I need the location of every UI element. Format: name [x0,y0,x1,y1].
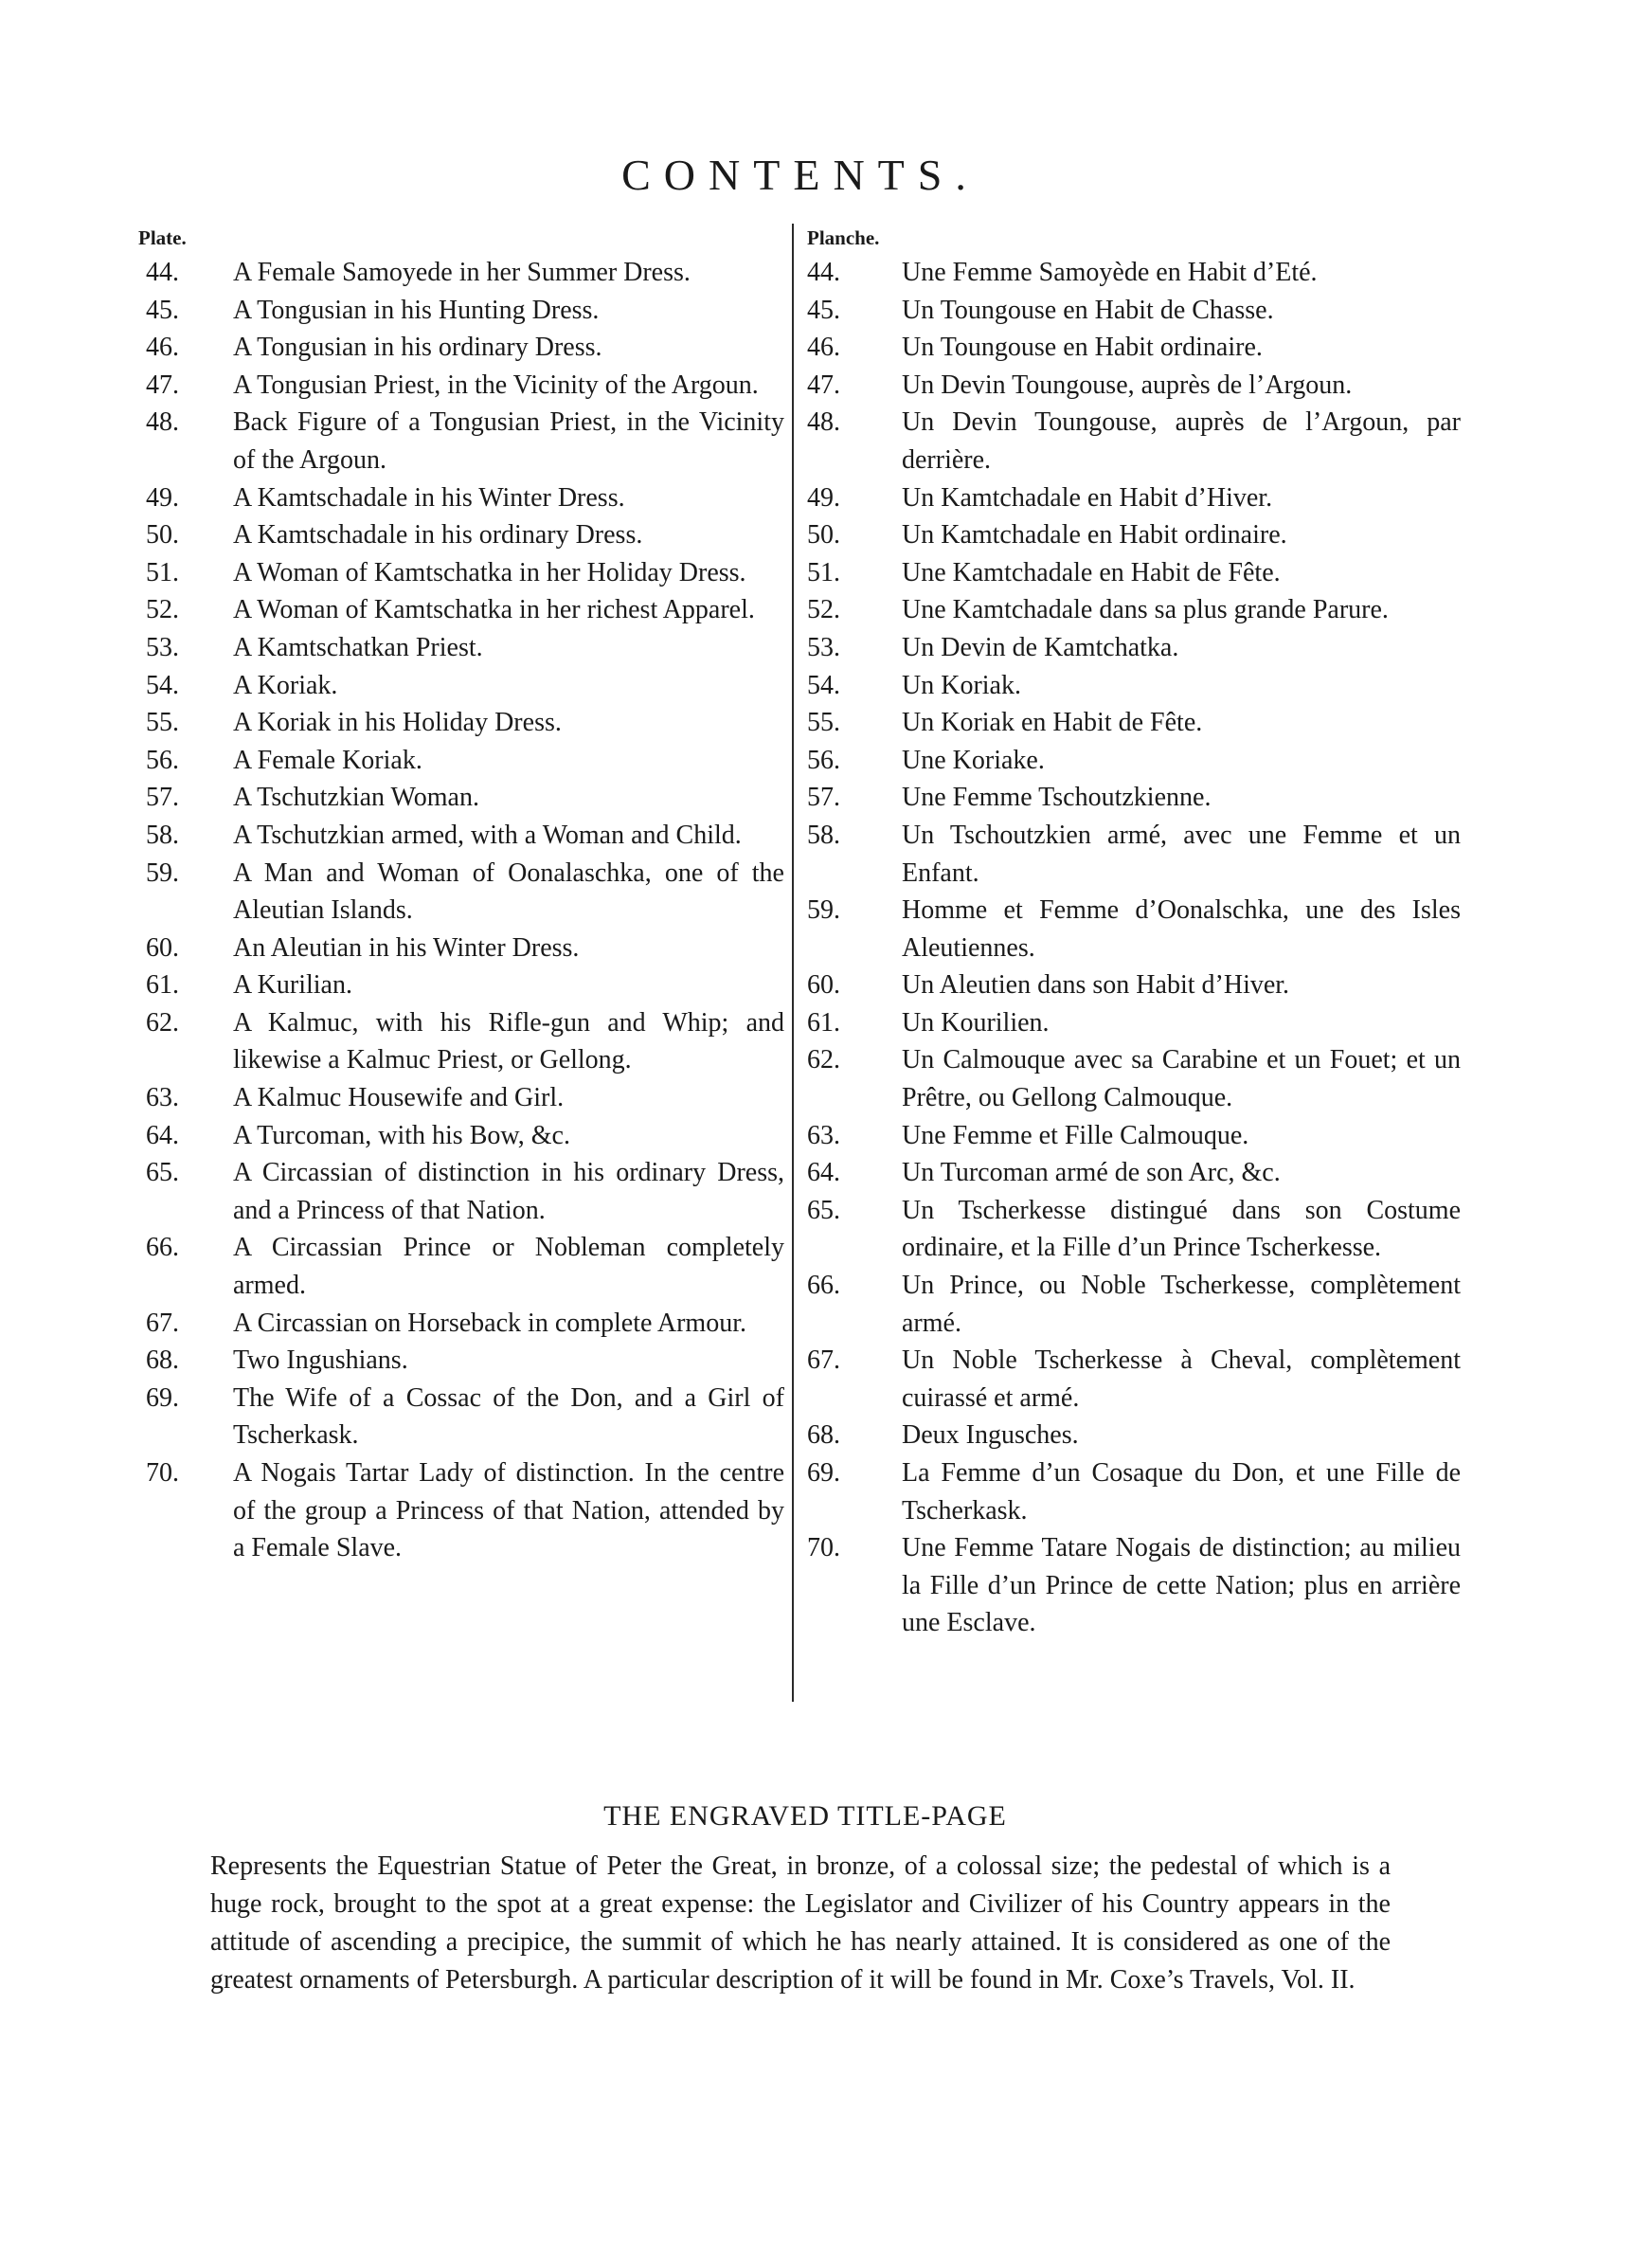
plate-description: Un Devin de Kamtchatka. [902,632,1179,662]
french-entry [807,591,1461,629]
plate-number: 52. [807,595,840,625]
plate-number: 57. [807,783,840,813]
english-entry [138,966,784,1004]
plate-number: 57. [146,783,179,813]
title-page-heading: THE ENGRAVED TITLE-PAGE [603,1800,1007,1832]
plate-description: Un Turcoman armé de son Arc, &c. [902,1158,1281,1188]
plate-description: Two Ingushians. [233,1345,408,1376]
plate-number: 70. [146,1458,179,1488]
english-entry [138,855,784,930]
french-entry-list [807,254,1461,1642]
plate-number: 69. [807,1458,840,1488]
plate-number: 64. [807,1158,840,1188]
plate-description: An Aleutian in his Winter Dress. [233,932,580,963]
english-entry [138,1154,784,1229]
plate-number: 59. [146,858,179,888]
french-entry [807,254,1461,292]
plate-number: 56. [807,745,840,775]
plate-description: Un Kourilien. [902,1007,1050,1038]
english-entry [138,292,784,330]
english-entry [138,1305,784,1343]
plate-number: 51. [807,557,840,587]
french-entry [807,704,1461,742]
plate-number: 55. [146,708,179,738]
plate-description: A Tongusian in his ordinary Dress. [233,333,602,363]
french-entry [807,516,1461,554]
english-entry [138,629,784,667]
plate-description: A Nogais Tartar Lady of distinction. In the centre of the group a Princess of that Nation, attended by a Female Slave. [233,1458,784,1563]
plate-description: A Tongusian in his Hunting Dress. [233,295,600,325]
plate-description: Une Femme et Fille Calmouque. [902,1120,1249,1150]
french-entry [807,292,1461,330]
plate-description: A Kurilian. [233,970,352,1001]
french-entry [807,742,1461,780]
plate-description: Un Devin Toungouse, auprès de l’Argoun. [902,370,1353,400]
french-entry [807,1154,1461,1192]
plate-description: Une Femme Samoyède en Habit d’Eté. [902,258,1318,287]
french-entry [807,1417,1461,1454]
plate-number: 62. [807,1045,840,1075]
plate-number: 47. [807,370,840,400]
english-entry [138,1380,784,1454]
french-entry [807,779,1461,817]
plate-number: 70. [807,1533,840,1563]
plate-number: 52. [146,595,179,625]
plate-number: 69. [146,1382,179,1413]
english-entry [138,1342,784,1380]
english-entry [138,329,784,367]
french-entry [807,479,1461,517]
plate-number: 68. [146,1345,179,1376]
plate-number: 63. [807,1120,840,1150]
plate-number: 48. [146,407,179,438]
french-entry [807,1117,1461,1155]
plate-number: 61. [807,1007,840,1038]
plate-description: A Koriak in his Holiday Dress. [233,708,562,738]
plate-description: Un Toungouse en Habit de Chasse. [902,295,1274,325]
french-contents-column [807,226,1461,1642]
plate-number: 47. [146,370,179,400]
plate-number: 59. [807,895,840,926]
page-title: CONTENTS. [621,151,979,199]
english-entry [138,779,784,817]
plate-number: 50. [807,520,840,551]
plate-description: La Femme d’un Cosaque du Don, et une Fille de Tscherkask. [902,1458,1461,1526]
french-entry [807,629,1461,667]
french-entry [807,554,1461,592]
plate-description: A Circassian of distinction in his ordinary Dress, and a Princess of that Nation. [233,1158,784,1225]
plate-description: Homme et Femme d’Oonalschka, une des Isles Aleutiennes. [902,895,1461,963]
plate-description: Un Tschoutzkien armé, avec une Femme et un Enfant. [902,820,1461,888]
plate-description: Un Koriak. [902,670,1021,700]
plate-number: 55. [807,708,840,738]
plate-number: 50. [146,520,179,551]
english-entry [138,479,784,517]
plate-number: 61. [146,970,179,1001]
plate-number: 46. [146,333,179,363]
plate-description: Un Prince, ou Noble Tscherkesse, complètement armé. [902,1271,1461,1338]
plate-description: Un Koriak en Habit de Fête. [902,708,1203,738]
plate-number: 53. [146,632,179,662]
french-entry [807,1529,1461,1642]
plate-description: Deux Ingusches. [902,1420,1079,1451]
plate-number: 48. [807,407,840,438]
plate-description: A Kalmuc Housewife and Girl. [233,1083,565,1113]
english-contents-column [138,226,784,1567]
plate-description: A Circassian Prince or Nobleman completely armed. [233,1233,784,1301]
english-entry [138,667,784,705]
french-entry [807,1267,1461,1342]
plate-column-header: Plate. [138,226,187,249]
plate-number: 53. [807,632,840,662]
plate-number: 56. [146,745,179,775]
plate-description: A Tschutzkian armed, with a Woman and Child. [233,820,742,850]
english-entry [138,516,784,554]
english-entry-list [138,254,784,1567]
french-entry [807,667,1461,705]
plate-number: 68. [807,1420,840,1451]
english-entry [138,742,784,780]
planche-column-header: Planche. [807,226,880,249]
plate-description: A Turcoman, with his Bow, &c. [233,1120,570,1150]
french-entry [807,367,1461,405]
plate-description: A Kalmuc, with his Rifle-gun and Whip; and likewise a Kalmuc Priest, or Gellong. [233,1007,784,1075]
plate-number: 65. [146,1158,179,1188]
english-entry [138,1079,784,1117]
plate-number: 62. [146,1007,179,1038]
plate-number: 66. [807,1271,840,1301]
plate-description: A Circassian on Horseback in complete Armour. [233,1308,746,1338]
column-divider [792,224,794,1702]
plate-description: Une Koriake. [902,745,1045,775]
plate-description: Un Kamtchadale en Habit ordinaire. [902,520,1287,551]
english-entry [138,404,784,478]
plate-number: 49. [146,482,179,513]
plate-description: Une Femme Tatare Nogais de distinction; au milieu la Fille d’un Prince de cette Nation; plus en arrière une Esclave. [902,1533,1461,1638]
plate-description: Une Kamtchadale dans sa plus grande Parure. [902,595,1389,625]
plate-number: 54. [807,670,840,700]
plate-description: Une Femme Tschoutzkienne. [902,783,1212,813]
plate-number: 45. [807,295,840,325]
english-entry [138,591,784,629]
plate-number: 60. [807,970,840,1001]
french-entry [807,404,1461,478]
plate-number: 46. [807,333,840,363]
plate-description: Une Kamtchadale en Habit de Fête. [902,557,1281,587]
plate-number: 54. [146,670,179,700]
plate-description: A Tongusian Priest, in the Vicinity of the Argoun. [233,370,759,400]
plate-description: Un Devin Toungouse, auprès de l’Argoun, par derrière. [902,407,1461,475]
plate-number: 45. [146,295,179,325]
english-entry [138,1229,784,1304]
english-entry [138,554,784,592]
plate-description: A Woman of Kamtschatka in her Holiday Dress. [233,557,746,587]
english-entry [138,704,784,742]
plate-description: Un Kamtchadale en Habit d’Hiver. [902,482,1273,513]
french-entry [807,966,1461,1004]
english-entry [138,817,784,855]
plate-number: 67. [807,1345,840,1376]
plate-number: 49. [807,482,840,513]
plate-number: 66. [146,1233,179,1263]
english-entry [138,254,784,292]
french-entry [807,1004,1461,1042]
french-entry [807,817,1461,892]
plate-description: A Tschutzkian Woman. [233,783,479,813]
plate-number: 65. [807,1195,840,1225]
english-entry [138,930,784,967]
plate-description: A Kamtschatkan Priest. [233,632,483,662]
plate-number: 44. [807,258,840,287]
plate-description: Un Toungouse en Habit ordinaire. [902,333,1263,363]
plate-description: Un Noble Tscherkesse à Cheval, complètement cuirassé et armé. [902,1345,1461,1413]
french-entry [807,1454,1461,1529]
plate-number: 60. [146,932,179,963]
english-entry [138,1454,784,1567]
plate-description: A Female Koriak. [233,745,422,775]
plate-number: 51. [146,557,179,587]
plate-number: 44. [146,258,179,287]
plate-number: 58. [146,820,179,850]
plate-description: Un Tscherkesse distingué dans son Costume ordinaire, et la Fille d’un Prince Tscherkesse. [902,1195,1461,1263]
plate-number: 67. [146,1308,179,1338]
plate-description: A Kamtschadale in his ordinary Dress. [233,520,643,551]
plate-description: A Woman of Kamtschatka in her richest Apparel. [233,595,755,625]
plate-number: 58. [807,820,840,850]
plate-description: Un Aleutien dans son Habit d’Hiver. [902,970,1290,1001]
plate-description: The Wife of a Cossac of the Don, and a Girl of Tscherkask. [233,1382,784,1451]
french-entry [807,329,1461,367]
plate-description: A Koriak. [233,670,338,700]
plate-description: Back Figure of a Tongusian Priest, in the Vicinity of the Argoun. [233,407,784,475]
french-entry [807,1342,1461,1417]
french-entry [807,892,1461,966]
plate-description: A Female Samoyede in her Summer Dress. [233,258,691,287]
title-page-description: Represents the Equestrian Statue of Peter the Great, in bronze, of a colossal size; the pedestal of which is a huge rock, brought to the spot at a great expense: the Legislator and Civilizer of his Country appears in the attitude of ascending a precipice, the summit of which he has nearly attained. It is considered as one of the greatest ornaments of Petersburgh. A particular description of it will be found in Mr. Coxe’s Travels, Vol. II. [210,1851,1391,1995]
english-entry [138,1004,784,1079]
plate-number: 63. [146,1083,179,1113]
plate-number: 64. [146,1120,179,1150]
english-entry [138,367,784,405]
plate-description: A Man and Woman of Oonalaschka, one of the Aleutian Islands. [233,858,784,926]
french-entry [807,1192,1461,1267]
plate-description: Un Calmouque avec sa Carabine et un Fouet; et un Prêtre, ou Gellong Calmouque. [902,1045,1461,1113]
plate-description: A Kamtschadale in his Winter Dress. [233,482,625,513]
french-entry [807,1041,1461,1116]
english-entry [138,1117,784,1155]
